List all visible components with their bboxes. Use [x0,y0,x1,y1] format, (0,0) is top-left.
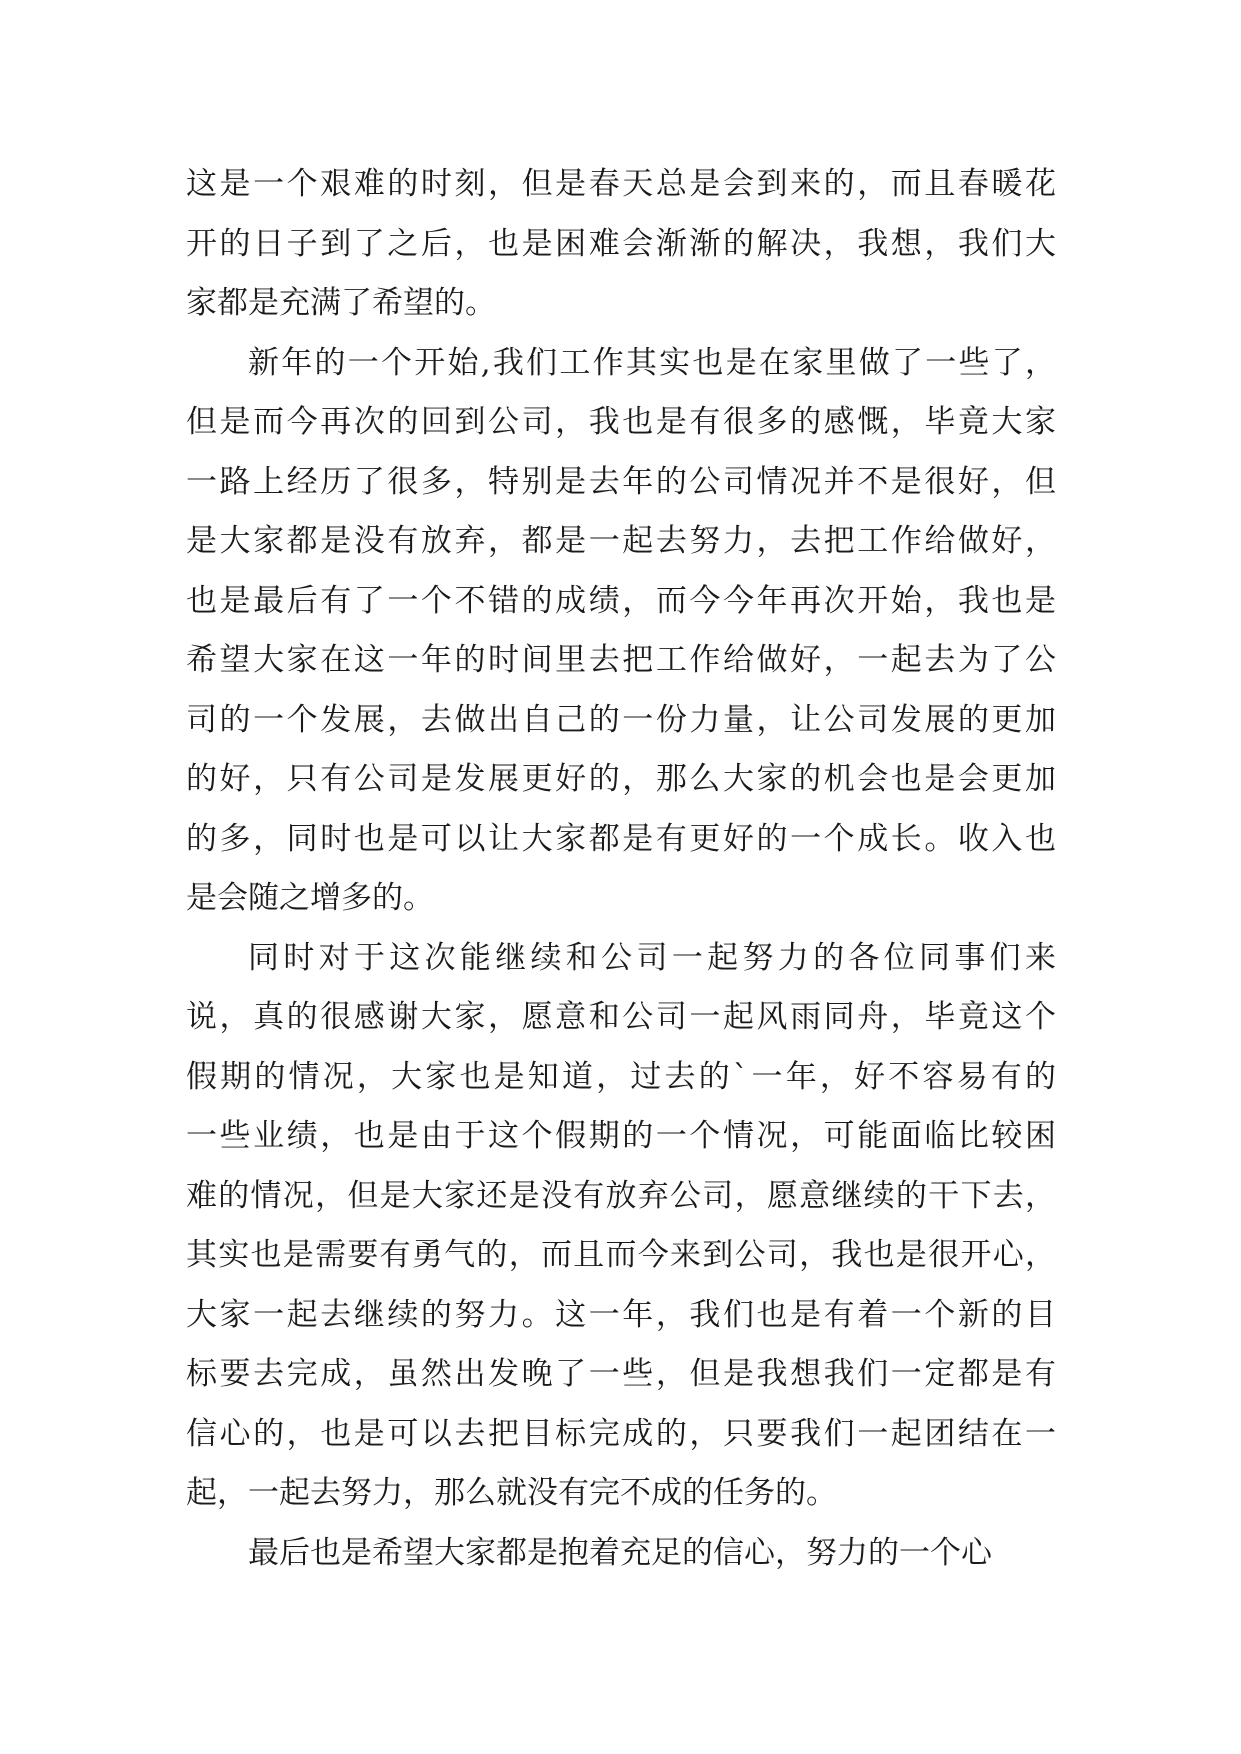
paragraph-line: 一路上经历了很多，特别是去年的公司情况并不是很好，但 [186,463,1056,500]
paragraph-line: 家都是充满了希望的。 [186,285,496,321]
paragraph [186,929,1056,1524]
paragraph-line: 的好，只有公司是发展更好的，那么大家的机会也是会更加 [186,761,1056,797]
paragraph-line: 希望大家在这一年的时间里去把工作给做好，一起去为了公 [186,642,1056,678]
paragraph [186,334,1056,929]
paragraph-line: 这是一个艰难的时刻，但是春天总是会到来的，而且春暖花 [186,166,1056,202]
paragraph-line: 大家一起去继续的努力。这一年，我们也是有着一个新的目 [186,1296,1056,1333]
paragraph [186,155,1056,334]
paragraph-line: 开的日子到了之后，也是困难会渐渐的解决，我想，我们大 [186,225,1056,262]
paragraph-line: 也是最后有了一个不错的成绩，而今今年再次开始，我也是 [186,582,1056,619]
paragraph-line: 其实也是需要有勇气的，而且而今来到公司，我也是很开心， [186,1237,1056,1273]
paragraph-line: 信心的，也是可以去把目标完成的，只要我们一起团结在一 [186,1415,1056,1452]
paragraph-line: 一些业绩，也是由于这个假期的一个情况，可能面临比较困 [186,1118,1056,1154]
paragraph-line: 司的一个发展，去做出自己的一份力量，让公司发展的更加 [186,701,1056,738]
paragraph-line: 难的情况，但是大家还是没有放弃公司，愿意继续的干下去， [186,1177,1056,1214]
paragraph-line: 起，一起去努力，那么就没有完不成的任务的。 [186,1475,837,1511]
paragraph-line: 标要去完成，虽然出发晚了一些，但是我想我们一定都是有 [186,1356,1056,1392]
paragraph-line: 是大家都是没有放弃，都是一起去努力，去把工作给做好， [186,523,1056,559]
paragraph-line: 但是而今再次的回到公司，我也是有很多的感慨，毕竟大家 [186,404,1056,440]
paragraph-line: 新年的一个开始,我们工作其实也是在家里做了一些了， [248,344,1056,381]
paragraph-line: 是会随之增多的。 [186,880,434,916]
paragraph-line: 假期的情况，大家也是知道，过去的`一年，好不容易有的 [186,1058,1056,1095]
paragraph-line: 同时对于这次能继续和公司一起努力的各位同事们来 [248,939,1056,976]
paragraph-line: 最后也是希望大家都是抱着充足的信心，努力的一个心 [248,1534,992,1571]
paragraph [186,1524,1056,1584]
document-body [186,155,1056,1583]
paragraph-line: 的多，同时也是可以让大家都是有更好的一个成长。收入也 [186,820,1056,857]
paragraph-line: 说，真的很感谢大家，愿意和公司一起风雨同舟，毕竟这个 [186,999,1056,1035]
